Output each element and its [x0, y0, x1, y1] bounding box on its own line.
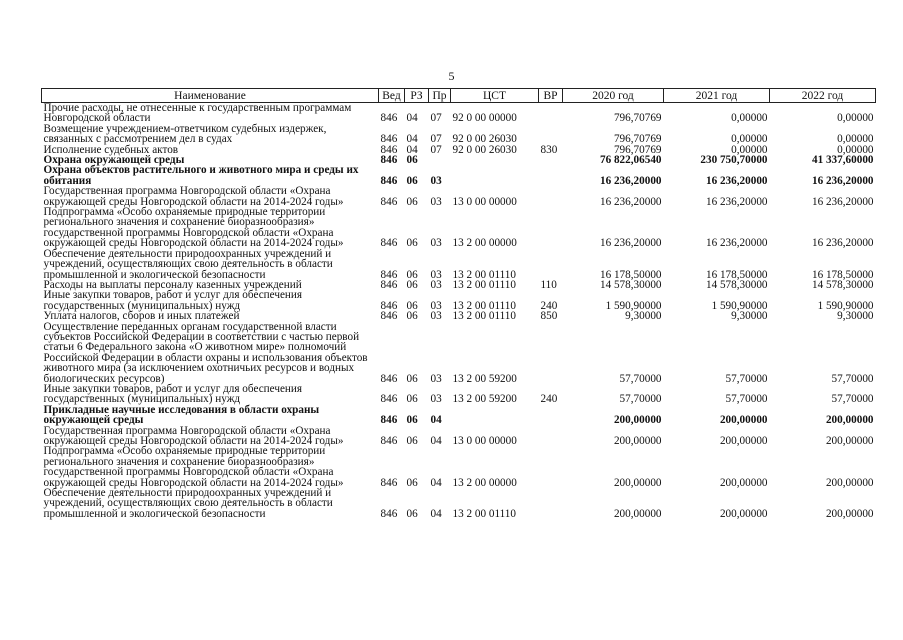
cell-2020: 796,70769	[613, 133, 662, 146]
cell-ved: 846	[380, 299, 398, 312]
cell-2022: 1 590,90000	[817, 299, 874, 312]
table-row	[42, 384, 876, 405]
cell-cst: 13 2 00 00000	[452, 237, 517, 250]
cell-ved: 846	[380, 174, 398, 187]
cell-rz: 06	[406, 435, 418, 447]
cell-cst: 13 2 00 01110	[452, 268, 516, 281]
cell-2021: 1 590,90000	[711, 299, 768, 312]
cell-name: Расходы на выплаты персоналу казенных учреждений	[43, 278, 302, 291]
cell-cst	[451, 405, 539, 426]
cell-rz: 06	[406, 174, 418, 187]
cell-2020: 14 578,30000	[599, 278, 662, 291]
cell-2020: 200,00000	[613, 476, 662, 489]
cell-2020: 16 178,50000	[599, 268, 662, 281]
cell-pr: 03	[430, 278, 442, 291]
cell-ved: 846	[380, 414, 398, 427]
cell-cst: 13 2 00 01110	[452, 310, 516, 323]
cell-pr: 03	[430, 393, 442, 406]
cell-vr	[539, 322, 563, 384]
cell-vr	[539, 446, 563, 488]
cell-vr	[539, 103, 563, 124]
cell-vr	[539, 124, 563, 145]
cell-2021: 57,70000	[725, 393, 768, 406]
col-header-ved: Вед	[379, 89, 405, 103]
cell-vr: 110	[540, 278, 557, 291]
cell-cst	[451, 165, 539, 186]
cell-cst: 13 2 00 00000	[452, 476, 517, 489]
cell-name: Подпрограмма «Особо охраняемые природные территории регионального значения и сохранение биоразнообразия» государственной программы Новгородской области «Охрана окружающей среды Новгородской области на 2014-2024 годы»	[43, 445, 344, 489]
cell-ved: 846	[380, 393, 398, 406]
cell-vr	[539, 165, 563, 186]
cell-name: Иные закупки товаров, работ и услуг для обеспечения государственных (муниципальных) нужд	[43, 289, 303, 312]
cell-ved: 846	[380, 133, 398, 146]
cell-rz: 06	[406, 268, 418, 281]
cell-name: Охрана объектов растительного и животного мира и среды их обитания	[43, 164, 359, 187]
cell-pr: 04	[430, 414, 442, 427]
cell-2021: 200,00000	[719, 414, 768, 427]
table-row	[42, 165, 876, 186]
table-body	[42, 103, 876, 520]
cell-name: Обеспечение деятельности природоохранных учреждений и учреждений, осуществляющих свою деятельность в области промышленной и экологической безопасности	[43, 487, 333, 520]
cell-ved: 846	[380, 372, 398, 385]
cell-cst: 13 0 00 00000	[452, 195, 517, 208]
cell-vr	[539, 426, 563, 447]
cell-2022: 0,00000	[837, 112, 874, 125]
cell-2022: 0,00000	[837, 133, 874, 146]
table-row	[42, 103, 876, 124]
cell-2020: 796,70769	[613, 143, 662, 156]
cell-2020: 16 236,20000	[599, 195, 662, 208]
col-header-cst: ЦСТ	[451, 89, 539, 103]
cell-2021: 200,00000	[719, 507, 768, 520]
cell-rz: 06	[406, 310, 418, 323]
cell-2022: 200,00000	[825, 414, 874, 427]
cell-2022: 200,00000	[825, 435, 874, 447]
cell-cst: 13 2 00 01110	[452, 278, 516, 291]
table-row	[42, 405, 876, 426]
cell-2021: 16 236,20000	[705, 174, 768, 187]
cell-rz: 06	[406, 154, 418, 167]
table-row	[42, 311, 876, 321]
cell-2022: 41 337,60000	[811, 154, 874, 167]
cell-cst	[451, 155, 539, 165]
page-number: 5	[448, 69, 455, 83]
cell-ved: 846	[380, 143, 398, 156]
cell-rz: 06	[406, 299, 418, 312]
cell-pr: 03	[430, 299, 442, 312]
cell-rz: 06	[406, 414, 418, 427]
cell-rz: 04	[406, 133, 418, 146]
cell-2020: 9,30000	[625, 310, 662, 323]
cell-name: Осуществление переданных органам государственной власти субъектов Российской Федерации в соответствии с частью первой статьи 6 Федерального закона «О животном мире» полномочий Российской Федерации в области охраны и использования объектов животного мира (за исключением охотничьих ресурсов и водных биологических ресурсов)	[43, 320, 368, 385]
cell-2020: 76 822,06540	[599, 154, 662, 167]
cell-rz: 04	[406, 112, 418, 125]
cell-name: Исполнение судебных актов	[43, 143, 179, 156]
cell-vr: 240	[540, 299, 558, 312]
col-header-vr: ВР	[539, 89, 563, 103]
cell-rz: 06	[406, 372, 418, 385]
cell-2022: 16 236,20000	[811, 195, 874, 208]
cell-2021: 16 236,20000	[705, 237, 768, 250]
cell-2022: 14 578,30000	[811, 278, 874, 291]
col-header-name: Наименование	[42, 89, 379, 103]
cell-name: Уплата налогов, сборов и иных платежей	[43, 310, 240, 323]
cell-pr: 03	[430, 174, 442, 187]
cell-2020: 1 590,90000	[605, 299, 662, 312]
cell-cst: 13 2 00 01110	[452, 299, 516, 312]
cell-vr: 830	[540, 143, 558, 156]
cell-vr	[539, 186, 563, 207]
cell-cst: 13 0 00 00000	[452, 435, 517, 447]
cell-rz: 06	[406, 237, 418, 250]
cell-2022: 16 236,20000	[811, 237, 874, 250]
cell-2020: 57,70000	[619, 372, 662, 385]
cell-vr	[539, 249, 563, 280]
cell-2022: 57,70000	[831, 393, 874, 406]
cell-name: Прикладные научные исследования в области охраны окружающей среды	[43, 403, 320, 427]
cell-2022: 57,70000	[831, 372, 874, 385]
cell-cst: 13 2 00 59200	[452, 372, 517, 385]
cell-ved: 846	[380, 237, 398, 250]
table-row	[42, 186, 876, 207]
cell-2021: 9,30000	[731, 310, 768, 323]
col-header-rz: РЗ	[405, 89, 429, 103]
cell-rz: 06	[406, 278, 418, 291]
cell-pr: 03	[430, 268, 442, 281]
cell-2020: 796,70769	[613, 112, 662, 125]
cell-name: Государственная программа Новгородской области «Охрана окружающей среды Новгородской области на 2014-2024 годы»	[43, 424, 344, 447]
cell-2020: 16 236,20000	[599, 237, 662, 250]
cell-2022: 200,00000	[825, 507, 874, 520]
col-header-2020: 2020 год	[563, 89, 664, 103]
cell-pr: 07	[430, 143, 442, 156]
cell-rz: 06	[406, 476, 418, 489]
cell-name: Обеспечение деятельности природоохранных учреждений и учреждений, осуществляющих свою деятельность в области промышленной и экологической безопасности	[43, 247, 333, 281]
cell-cst: 92 0 00 26030	[452, 143, 517, 156]
col-header-pr: Пр	[429, 89, 451, 103]
cell-2022: 16 178,50000	[811, 268, 874, 281]
cell-pr: 03	[430, 310, 442, 323]
cell-ved: 846	[380, 154, 398, 167]
cell-ved: 846	[380, 435, 398, 447]
cell-rz: 04	[406, 143, 418, 156]
cell-pr: 03	[430, 237, 442, 250]
cell-pr: 04	[430, 476, 442, 489]
cell-2020: 200,00000	[613, 435, 662, 447]
cell-2022: 9,30000	[837, 310, 874, 323]
cell-rz: 06	[406, 507, 418, 520]
cell-2022: 0,00000	[837, 143, 874, 156]
cell-2021: 0,00000	[731, 143, 768, 156]
cell-2021: 57,70000	[725, 372, 768, 385]
cell-pr	[429, 155, 451, 165]
cell-name: Возмещение учреждением-ответчиком судебных издержек, связанных с рассмотрением дел в судах	[43, 122, 327, 146]
col-header-2022: 2022 год	[770, 89, 876, 103]
table-row	[42, 249, 876, 280]
cell-pr: 03	[430, 372, 442, 385]
table-row	[42, 488, 876, 519]
cell-2022: 200,00000	[825, 476, 874, 489]
cell-2020: 200,00000	[613, 414, 662, 427]
cell-name: Иные закупки товаров, работ и услуг для обеспечения государственных (муниципальных) нужд	[43, 382, 303, 406]
cell-pr: 04	[430, 435, 442, 447]
cell-cst: 92 0 00 26030	[452, 133, 517, 146]
cell-2020: 16 236,20000	[599, 174, 662, 187]
cell-2021: 16 236,20000	[705, 195, 768, 208]
cell-vr	[539, 207, 563, 249]
cell-vr	[539, 155, 563, 165]
col-header-2021: 2021 год	[664, 89, 770, 103]
cell-ved: 846	[380, 476, 398, 489]
cell-cst: 13 2 00 59200	[452, 393, 517, 406]
table-row	[42, 124, 876, 145]
cell-pr: 07	[430, 133, 442, 146]
table-row	[42, 290, 876, 311]
cell-2021: 0,00000	[731, 112, 768, 125]
cell-2021: 0,00000	[731, 133, 768, 146]
cell-name: Охрана окружающей среды	[43, 154, 185, 167]
table-row	[42, 426, 876, 447]
cell-ved: 846	[380, 268, 398, 281]
budget-table	[41, 88, 876, 519]
cell-2021: 14 578,30000	[705, 278, 768, 291]
cell-2022: 16 236,20000	[811, 174, 874, 187]
cell-2021: 200,00000	[719, 476, 768, 489]
cell-ved: 846	[380, 112, 398, 125]
cell-2021: 230 750,70000	[700, 154, 768, 167]
table-row	[42, 322, 876, 384]
cell-cst: 13 2 00 01110	[452, 507, 516, 520]
cell-vr	[539, 405, 563, 426]
cell-name: Государственная программа Новгородской области «Охрана окружающей среды Новгородской области на 2014-2024 годы»	[43, 185, 344, 208]
cell-rz: 06	[406, 393, 418, 406]
cell-pr: 07	[430, 112, 442, 125]
cell-pr: 03	[430, 195, 442, 208]
table-row	[42, 207, 876, 249]
cell-ved: 846	[380, 195, 398, 208]
table-row	[42, 446, 876, 488]
cell-ved: 846	[380, 310, 398, 323]
cell-cst: 92 0 00 00000	[452, 112, 517, 125]
cell-vr	[539, 488, 563, 519]
cell-ved: 846	[380, 507, 398, 520]
cell-vr: 850	[540, 310, 558, 323]
cell-2021: 200,00000	[719, 435, 768, 447]
cell-2020: 200,00000	[613, 507, 662, 520]
cell-2020: 57,70000	[619, 393, 662, 406]
cell-2021: 16 178,50000	[705, 268, 768, 281]
table-header	[42, 89, 876, 103]
cell-name: Подпрограмма «Особо охраняемые природные территории регионального значения и сохранение биоразнообразия» государственной программы Новгородской области «Охрана окружающей среды Новгородской области на 2014-2024 годы»	[43, 206, 344, 250]
cell-pr: 04	[430, 507, 442, 520]
cell-rz: 06	[406, 195, 418, 208]
cell-name: Прочие расходы, не отнесенные к государственным программам Новгородской области	[43, 102, 352, 125]
cell-ved: 846	[380, 278, 398, 291]
cell-vr: 240	[540, 393, 558, 406]
